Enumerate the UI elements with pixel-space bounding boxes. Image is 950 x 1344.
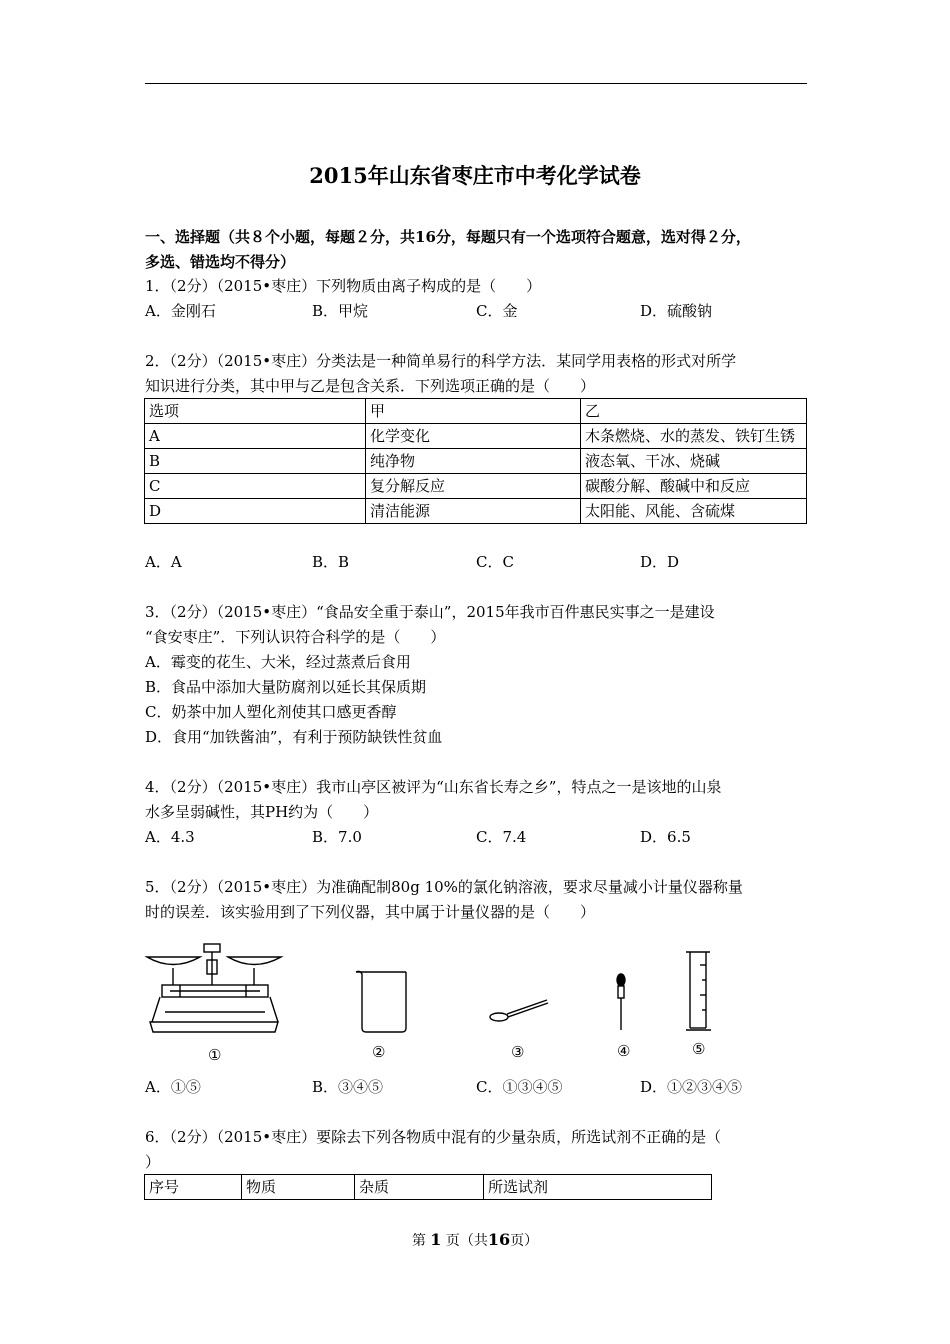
table-cell: A xyxy=(145,424,366,449)
q1-option-b: B．甲烷 xyxy=(312,302,369,320)
q2-option-a: A．A xyxy=(145,553,182,571)
instrument-label: ④ xyxy=(617,1042,631,1060)
table-cell: 化学变化 xyxy=(366,424,581,449)
page-title: 2015年山东省枣庄市中考化学试卷 xyxy=(309,163,641,188)
q3-option-a: A．霉变的花生、大米，经过蒸煮后食用 xyxy=(145,653,411,671)
q1-option-a: A．金刚石 xyxy=(145,302,216,320)
section-heading-line2: 多选、错选均不得分） xyxy=(145,253,296,271)
footer-total-pages: 16 xyxy=(487,1230,511,1249)
q5-option-c: C．①③④⑤ xyxy=(476,1078,563,1096)
q2-option-c: C．C xyxy=(476,553,514,571)
q5-stem-line2: 时的误差．该实验用到了下列仪器，其中属于计量仪器的是（ ） xyxy=(145,903,596,921)
instrument-label: ② xyxy=(372,1043,386,1061)
table-cell: D xyxy=(145,499,366,524)
table-cell: C xyxy=(145,474,366,499)
table-cell: 碳酸分解、酸碱中和反应 xyxy=(581,474,807,499)
instrument-label: ⑤ xyxy=(692,1040,706,1058)
q2-stem-line1: 2．（2分）（2015•枣庄）分类法是一种简单易行的科学方法．某同学用表格的形式对所学 xyxy=(145,352,737,370)
instrument-label: ③ xyxy=(511,1043,525,1061)
dropper-icon xyxy=(617,974,625,1030)
q1-option-d: D．硫酸钠 xyxy=(640,302,713,320)
spoon-icon xyxy=(490,1000,548,1021)
q2-option-d: D．D xyxy=(640,553,680,571)
footer-page-number: 1 xyxy=(430,1230,442,1249)
balance-scale-icon xyxy=(147,944,281,1032)
footer-pre: 第 xyxy=(411,1233,426,1249)
q6-stem-line1: 6．（2分）（2015•枣庄）要除去下列各物质中混有的少量杂质，所选试剂不正确的是（ xyxy=(145,1128,722,1146)
q4-option-a: A．4.3 xyxy=(145,828,195,846)
graduated-cylinder-icon xyxy=(686,952,711,1030)
q4-option-d: D．6.5 xyxy=(640,828,691,846)
table-header-cell: 所选试剂 xyxy=(484,1175,712,1200)
table-header-cell: 选项 xyxy=(145,399,366,424)
q3-option-c: C．奶茶中加人塑化剂使其口感更香醇 xyxy=(145,703,397,721)
table-cell: 太阳能、风能、含硫煤 xyxy=(581,499,807,524)
footer-post: 页） xyxy=(510,1233,539,1249)
q4-option-c: C．7.4 xyxy=(476,828,527,846)
table-cell: 清洁能源 xyxy=(366,499,581,524)
table-header-cell: 序号 xyxy=(145,1175,242,1200)
footer-mid: 页（共 xyxy=(445,1233,488,1249)
table-cell: B xyxy=(145,449,366,474)
instrument-label: ① xyxy=(208,1046,222,1064)
q1-option-c: C．金 xyxy=(476,302,518,320)
table-header-cell: 物质 xyxy=(242,1175,355,1200)
beaker-icon xyxy=(356,971,406,1032)
q1-stem: 1．（2分）（2015•枣庄）下列物质由离子构成的是（ ） xyxy=(145,277,542,295)
table-header-cell: 杂质 xyxy=(355,1175,484,1200)
q2-option-b: B．B xyxy=(312,553,350,571)
q3-stem-line2: “食安枣庄”．下列认识符合科学的是（ ） xyxy=(145,628,446,646)
q5-option-d: D．①②③④⑤ xyxy=(640,1078,743,1096)
q4-option-b: B．7.0 xyxy=(312,828,362,846)
q4-stem-line1: 4．（2分）（2015•枣庄）我市山亭区被评为“山东省长寿之乡”，特点之一是该地的山泉 xyxy=(145,778,722,796)
q6-stem-line2: ） xyxy=(145,1153,161,1171)
section-heading-line1: 一、选择题（共８个小题，每题２分，共16分，每题只有一个选项符合题意，选对得２分， xyxy=(145,228,751,246)
q5-option-a: A．①⑤ xyxy=(145,1078,201,1096)
q3-option-b: B．食品中添加大量防腐剂以延长其保质期 xyxy=(145,678,427,696)
table-header-cell: 甲 xyxy=(366,399,581,424)
table-cell: 复分解反应 xyxy=(366,474,581,499)
q6-table xyxy=(144,1174,712,1200)
q3-option-d: D．食用“加铁酱油”，有利于预防缺铁性贫血 xyxy=(145,728,443,746)
q3-stem-line1: 3．（2分）（2015•枣庄）“食品安全重于泰山”，2015年我市百件惠民实事之一是建设 xyxy=(145,603,715,621)
table-cell: 纯净物 xyxy=(366,449,581,474)
table-header-row xyxy=(145,1175,712,1200)
table-cell: 液态氧、干冰、烧碱 xyxy=(581,449,807,474)
page-footer xyxy=(0,1230,950,1250)
table-cell: 木条燃烧、水的蒸发、铁钉生锈 xyxy=(581,424,807,449)
q4-stem-line2: 水多呈弱碱性，其PH约为（ ） xyxy=(145,803,379,821)
q2-stem-line2: 知识进行分类，其中甲与乙是包含关系．下列选项正确的是（ ） xyxy=(145,377,596,395)
table-header-cell: 乙 xyxy=(581,399,807,424)
q5-option-b: B．③④⑤ xyxy=(312,1078,384,1096)
q5-stem-line1: 5．（2分）（2015•枣庄）为准确配制80g 10%的氯化钠溶液，要求尽量减小计量仪器称量 xyxy=(145,878,743,896)
